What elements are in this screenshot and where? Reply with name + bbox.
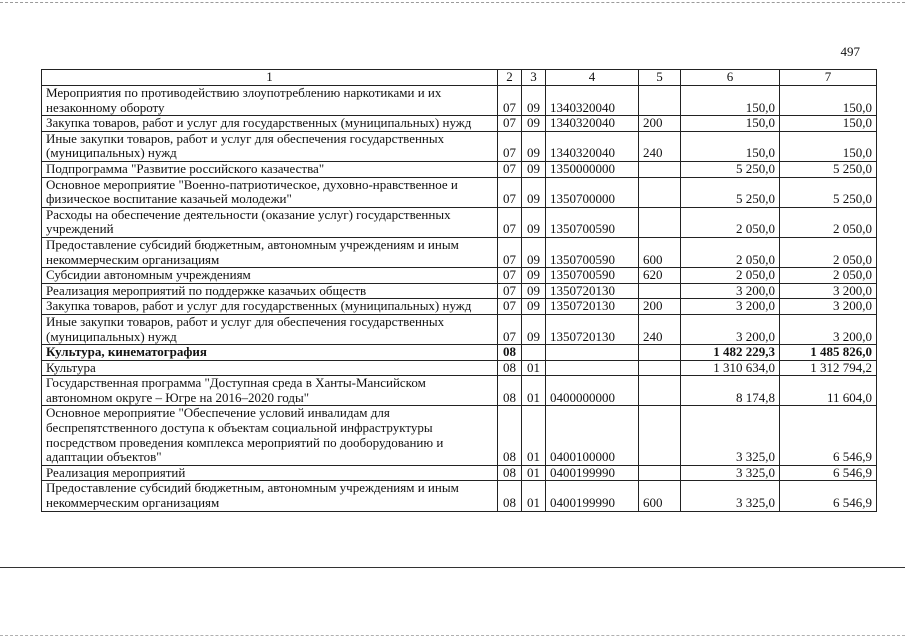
header-col-6: 6 — [681, 70, 780, 86]
row-target-article: 1350700590 — [546, 268, 639, 284]
header-col-3: 3 — [522, 70, 546, 86]
row-expense-type — [639, 345, 681, 361]
row-sum-year-2: 6 546,9 — [780, 465, 877, 481]
scan-edge-top — [0, 2, 905, 3]
row-sum-year-1: 3 325,0 — [681, 406, 780, 465]
row-target-article: 1340320040 — [546, 131, 639, 161]
header-col-5: 5 — [639, 70, 681, 86]
row-sum-year-1: 5 250,0 — [681, 161, 780, 177]
row-sum-year-1: 2 050,0 — [681, 268, 780, 284]
row-sum-year-2: 150,0 — [780, 131, 877, 161]
table-row — [42, 465, 877, 481]
row-sum-year-2: 150,0 — [780, 86, 877, 116]
row-name: Государственная программа "Доступная среда в Ханты-Мансийском автономном округе – Югре на 2016–2020 годы" — [42, 376, 498, 406]
table-row — [42, 314, 877, 344]
row-sum-year-1: 1 482 229,3 — [681, 345, 780, 361]
row-name: Предоставление субсидий бюджетным, автономным учреждениям и иным некоммерческим организациям — [42, 237, 498, 267]
row-section: 07 — [498, 268, 522, 284]
header-col-1: 1 — [42, 70, 498, 86]
header-col-7: 7 — [780, 70, 877, 86]
header-row — [42, 70, 877, 86]
row-name: Культура — [42, 360, 498, 376]
row-subsection: 01 — [522, 376, 546, 406]
row-subsection: 09 — [522, 161, 546, 177]
row-target-article: 1340320040 — [546, 86, 639, 116]
table-row — [42, 177, 877, 207]
row-expense-type: 600 — [639, 481, 681, 511]
row-sum-year-1: 2 050,0 — [681, 207, 780, 237]
row-sum-year-2: 3 200,0 — [780, 299, 877, 315]
header-col-2: 2 — [498, 70, 522, 86]
row-subsection: 01 — [522, 406, 546, 465]
row-sum-year-2: 1 312 794,2 — [780, 360, 877, 376]
row-expense-type — [639, 86, 681, 116]
row-section: 08 — [498, 406, 522, 465]
row-subsection: 01 — [522, 481, 546, 511]
row-expense-type — [639, 207, 681, 237]
table-row — [42, 299, 877, 315]
row-section: 07 — [498, 207, 522, 237]
row-subsection: 09 — [522, 299, 546, 315]
row-sum-year-1: 3 325,0 — [681, 465, 780, 481]
row-target-article: 0400199990 — [546, 465, 639, 481]
row-section: 08 — [498, 481, 522, 511]
row-target-article: 1350720130 — [546, 314, 639, 344]
row-target-article — [546, 345, 639, 361]
row-sum-year-2: 11 604,0 — [780, 376, 877, 406]
row-sum-year-2: 2 050,0 — [780, 237, 877, 267]
table-row — [42, 86, 877, 116]
row-subsection: 09 — [522, 86, 546, 116]
row-name: Реализация мероприятий — [42, 465, 498, 481]
row-section: 07 — [498, 177, 522, 207]
row-sum-year-2: 1 485 826,0 — [780, 345, 877, 361]
row-subsection: 01 — [522, 360, 546, 376]
row-name: Закупка товаров, работ и услуг для государственных (муниципальных) нужд — [42, 299, 498, 315]
row-target-article: 1350700590 — [546, 207, 639, 237]
table-row — [42, 237, 877, 267]
row-sum-year-1: 150,0 — [681, 116, 780, 132]
table-row — [42, 283, 877, 299]
row-name: Подпрограмма "Развитие российского казачества" — [42, 161, 498, 177]
row-subsection: 01 — [522, 465, 546, 481]
table-row — [42, 360, 877, 376]
row-sum-year-2: 150,0 — [780, 116, 877, 132]
row-expense-type: 200 — [639, 116, 681, 132]
row-name: Закупка товаров, работ и услуг для государственных (муниципальных) нужд — [42, 116, 498, 132]
row-sum-year-1: 3 200,0 — [681, 314, 780, 344]
row-subsection: 09 — [522, 131, 546, 161]
row-section: 07 — [498, 86, 522, 116]
table-row — [42, 207, 877, 237]
row-name: Мероприятия по противодействию злоупотреблению наркотиками и их незаконному обороту — [42, 86, 498, 116]
row-expense-type — [639, 360, 681, 376]
row-subsection: 09 — [522, 237, 546, 267]
budget-table — [41, 69, 877, 512]
row-section: 08 — [498, 376, 522, 406]
row-sum-year-1: 150,0 — [681, 86, 780, 116]
budget-table-container — [41, 69, 876, 512]
table-row — [42, 268, 877, 284]
row-name: Предоставление субсидий бюджетным, автономным учреждениям и иным некоммерческим организациям — [42, 481, 498, 511]
row-expense-type — [639, 283, 681, 299]
row-sum-year-2: 3 200,0 — [780, 283, 877, 299]
page-blank-area — [0, 568, 905, 634]
table-row — [42, 406, 877, 465]
row-section: 07 — [498, 299, 522, 315]
table-row — [42, 345, 877, 361]
row-subsection — [522, 345, 546, 361]
row-sum-year-1: 3 200,0 — [681, 283, 780, 299]
scan-edge-bottom — [0, 635, 905, 636]
row-target-article — [546, 360, 639, 376]
row-target-article: 1350720130 — [546, 299, 639, 315]
row-sum-year-2: 2 050,0 — [780, 207, 877, 237]
row-target-article: 0400000000 — [546, 376, 639, 406]
row-expense-type: 620 — [639, 268, 681, 284]
row-sum-year-1: 5 250,0 — [681, 177, 780, 207]
row-sum-year-2: 3 200,0 — [780, 314, 877, 344]
row-name: Основное мероприятие "Военно-патриотическое, духовно-нравственное и физическое воспитание казачьей молодежи" — [42, 177, 498, 207]
row-target-article: 0400100000 — [546, 406, 639, 465]
row-sum-year-2: 6 546,9 — [780, 406, 877, 465]
row-target-article: 1350720130 — [546, 283, 639, 299]
table-row — [42, 481, 877, 511]
row-name: Иные закупки товаров, работ и услуг для обеспечения государственных (муниципальных) нужд — [42, 314, 498, 344]
row-target-article: 1350000000 — [546, 161, 639, 177]
row-subsection: 09 — [522, 177, 546, 207]
row-expense-type — [639, 465, 681, 481]
row-target-article: 0400199990 — [546, 481, 639, 511]
row-section: 07 — [498, 161, 522, 177]
row-section: 08 — [498, 465, 522, 481]
row-section: 07 — [498, 131, 522, 161]
row-expense-type: 240 — [639, 131, 681, 161]
row-sum-year-2: 5 250,0 — [780, 177, 877, 207]
row-sum-year-1: 8 174,8 — [681, 376, 780, 406]
row-name: Реализация мероприятий по поддержке казачьих обществ — [42, 283, 498, 299]
row-target-article: 1340320040 — [546, 116, 639, 132]
row-section: 07 — [498, 314, 522, 344]
row-expense-type — [639, 161, 681, 177]
table-row — [42, 161, 877, 177]
row-section: 08 — [498, 345, 522, 361]
row-name: Расходы на обеспечение деятельности (оказание услуг) государственных учреждений — [42, 207, 498, 237]
row-sum-year-2: 6 546,9 — [780, 481, 877, 511]
row-expense-type — [639, 177, 681, 207]
row-section: 07 — [498, 283, 522, 299]
page-number: 497 — [840, 44, 860, 59]
row-target-article: 1350700000 — [546, 177, 639, 207]
header-col-4: 4 — [546, 70, 639, 86]
row-expense-type: 600 — [639, 237, 681, 267]
table-row — [42, 376, 877, 406]
row-section: 07 — [498, 116, 522, 132]
row-sum-year-2: 2 050,0 — [780, 268, 877, 284]
row-expense-type — [639, 376, 681, 406]
row-name: Субсидии автономным учреждениям — [42, 268, 498, 284]
row-section: 07 — [498, 237, 522, 267]
row-subsection: 09 — [522, 314, 546, 344]
row-sum-year-1: 2 050,0 — [681, 237, 780, 267]
row-name: Основное мероприятие "Обеспечение условий инвалидам для беспрепятственного доступа к объектам социальной инфраструктуры посредством проведения комплекса мероприятий по дооборудованию и адаптации объектов" — [42, 406, 498, 465]
row-expense-type: 240 — [639, 314, 681, 344]
row-name: Иные закупки товаров, работ и услуг для обеспечения государственных (муниципальных) нужд — [42, 131, 498, 161]
table-row — [42, 116, 877, 132]
row-subsection: 09 — [522, 268, 546, 284]
table-body — [42, 86, 877, 512]
row-expense-type — [639, 406, 681, 465]
row-target-article: 1350700590 — [546, 237, 639, 267]
row-expense-type: 200 — [639, 299, 681, 315]
row-subsection: 09 — [522, 283, 546, 299]
row-sum-year-2: 5 250,0 — [780, 161, 877, 177]
row-section: 08 — [498, 360, 522, 376]
table-row — [42, 131, 877, 161]
row-name: Культура, кинематография — [42, 345, 498, 361]
row-sum-year-1: 3 325,0 — [681, 481, 780, 511]
row-sum-year-1: 150,0 — [681, 131, 780, 161]
row-subsection: 09 — [522, 207, 546, 237]
row-sum-year-1: 3 200,0 — [681, 299, 780, 315]
row-sum-year-1: 1 310 634,0 — [681, 360, 780, 376]
row-subsection: 09 — [522, 116, 546, 132]
